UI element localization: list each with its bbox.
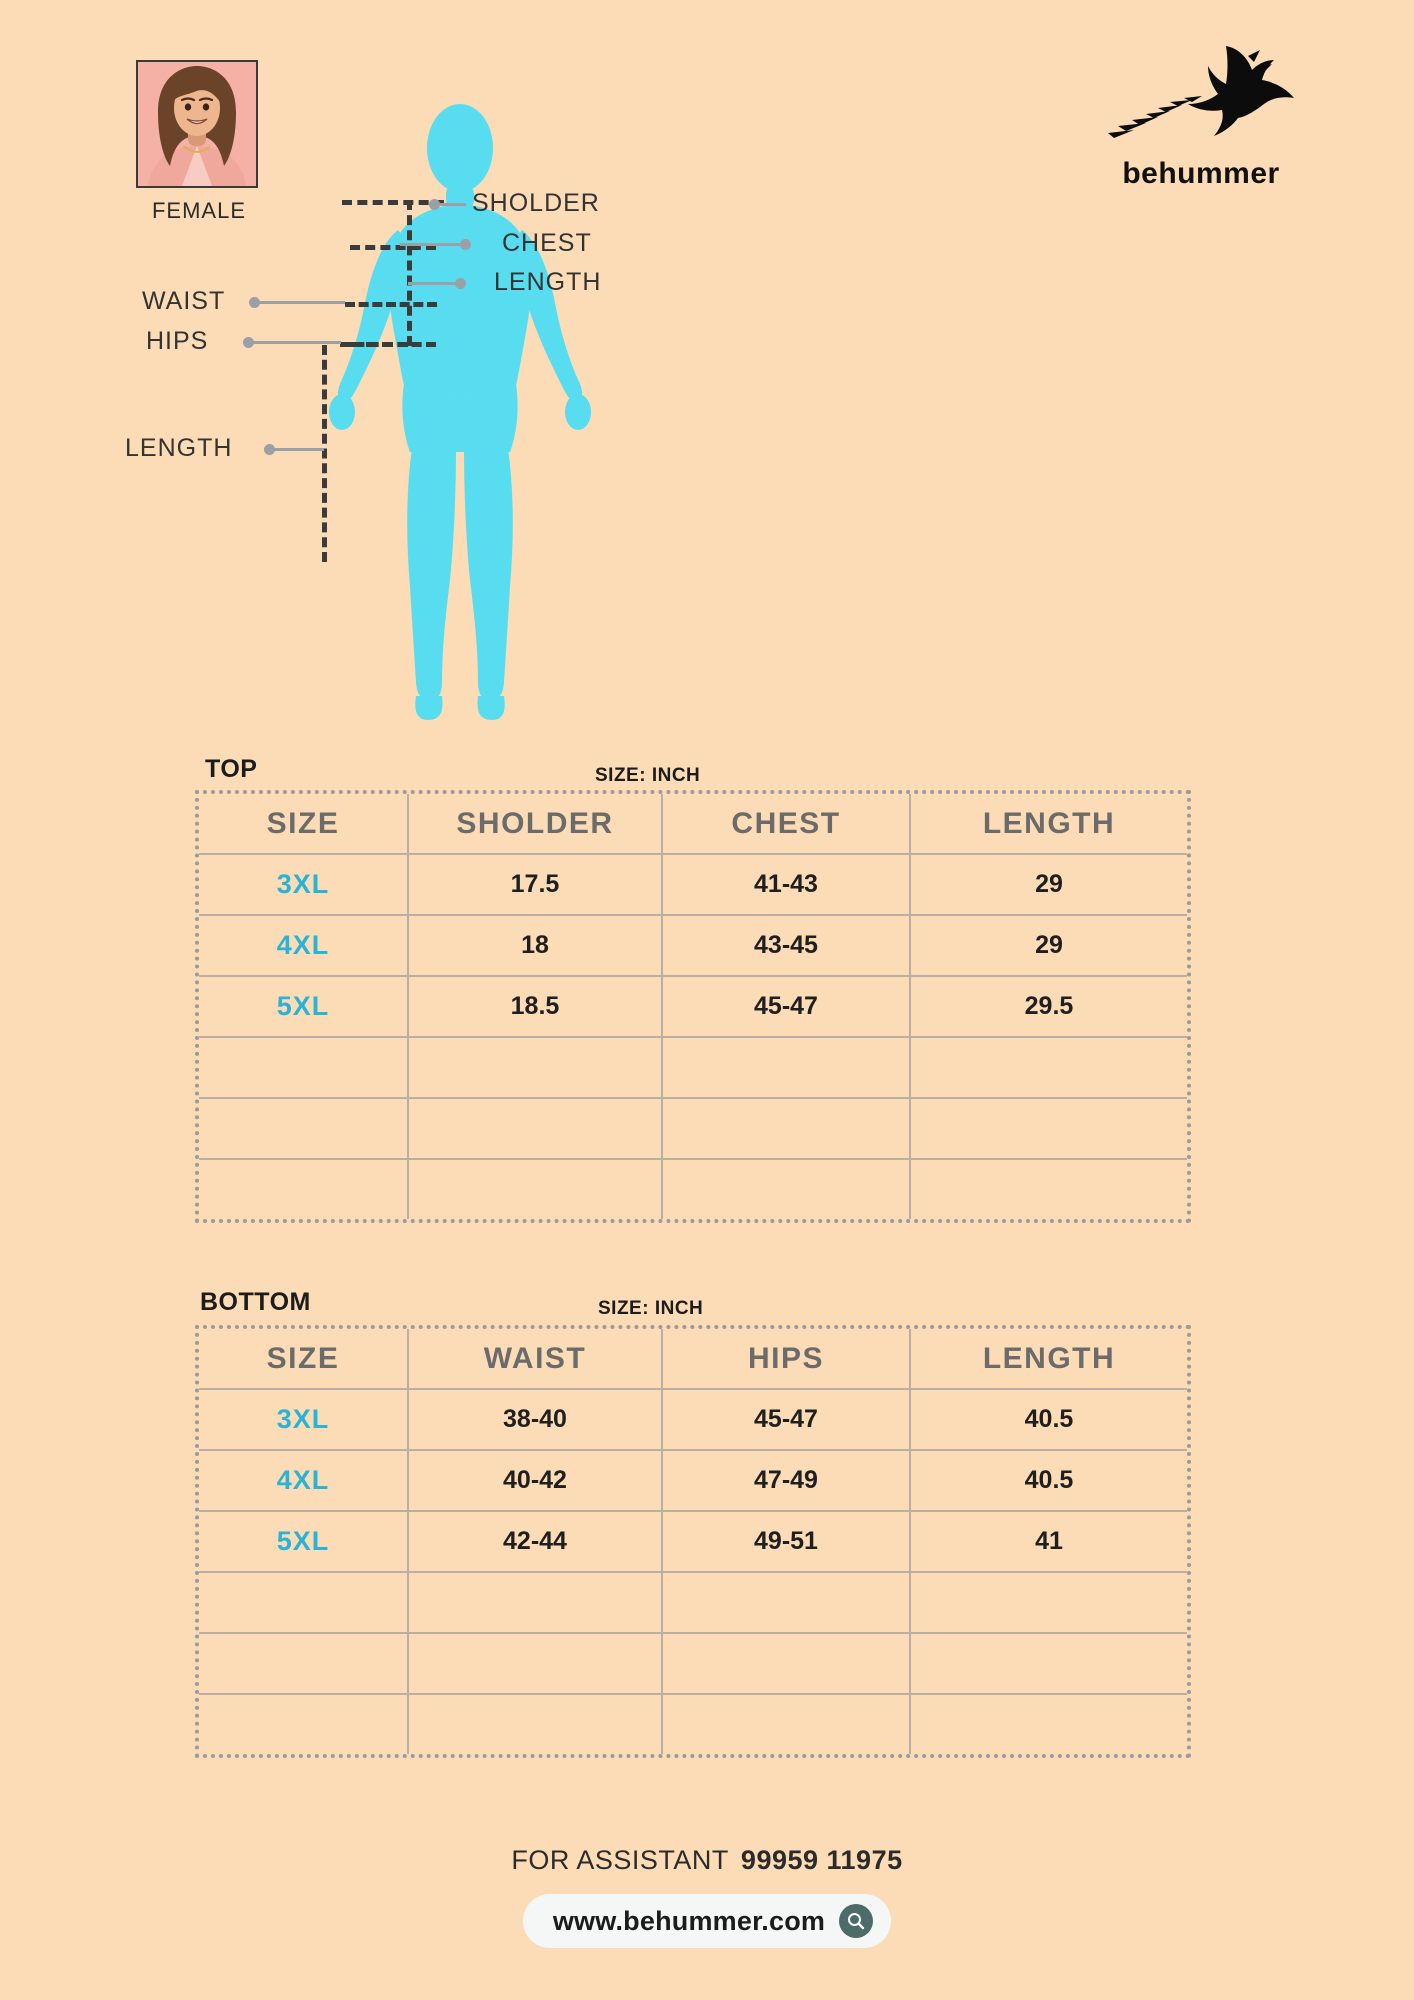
bottom-r5-hips	[662, 1694, 910, 1754]
bottom-r4-waist	[408, 1633, 662, 1694]
hips-measure-mark	[340, 342, 436, 347]
bottom-r4-size	[199, 1633, 408, 1694]
top-r5-sholder	[408, 1159, 662, 1219]
callout-label-length-top: LENGTH	[494, 268, 602, 296]
bottom-r4-length	[910, 1633, 1187, 1694]
bottom-r5-size	[199, 1694, 408, 1754]
brand-block	[1086, 40, 1316, 191]
table-row	[199, 854, 1187, 915]
top-r4-size	[199, 1098, 408, 1159]
top-r4-chest	[662, 1098, 910, 1159]
assistance-phone[interactable]: 99959 11975	[740, 1845, 903, 1875]
length-top-callout-line	[408, 282, 458, 285]
top-r0-chest: 41-43	[662, 854, 910, 915]
bottom-r3-length	[910, 1572, 1187, 1633]
top-col-sholder: SHOLDER	[408, 794, 662, 854]
search-glyph	[846, 1911, 866, 1931]
table-header-row	[199, 1329, 1187, 1389]
bottom-r0-size: 3XL	[199, 1389, 408, 1450]
table-row	[199, 1511, 1187, 1572]
chest-callout-line	[400, 243, 462, 246]
callout-label-length-bottom: LENGTH	[125, 434, 233, 462]
top-r1-length: 29	[910, 915, 1187, 976]
bottom-r2-length: 41	[910, 1511, 1187, 1572]
table-row	[199, 1450, 1187, 1511]
table-row	[199, 1694, 1187, 1754]
bottom-r3-waist	[408, 1572, 662, 1633]
callout-label-hips: HIPS	[146, 327, 209, 355]
bottom-r0-hips: 45-47	[662, 1389, 910, 1450]
assistance-line	[0, 1845, 1414, 1876]
length-bottom-callout-line	[270, 448, 324, 451]
table-header-row	[199, 794, 1187, 854]
bottom-r1-length: 40.5	[910, 1450, 1187, 1511]
table-row	[199, 976, 1187, 1037]
bottom-size-table	[195, 1325, 1191, 1758]
bottom-r0-waist: 38-40	[408, 1389, 662, 1450]
bottom-r4-hips	[662, 1633, 910, 1694]
bottom-r5-waist	[408, 1694, 662, 1754]
bottom-r0-length: 40.5	[910, 1389, 1187, 1450]
top-r2-length: 29.5	[910, 976, 1187, 1037]
top-r3-chest	[662, 1037, 910, 1098]
top-size-table	[195, 790, 1191, 1223]
top-r2-chest: 45-47	[662, 976, 910, 1037]
shoulder-callout-line	[438, 203, 466, 206]
search-icon[interactable]	[839, 1904, 873, 1938]
top-r3-length	[910, 1037, 1187, 1098]
bottom-col-waist: WAIST	[408, 1329, 662, 1389]
bottom-r1-hips: 47-49	[662, 1450, 910, 1511]
top-r4-sholder	[408, 1098, 662, 1159]
top-section-title: TOP	[205, 755, 258, 783]
table-row	[199, 915, 1187, 976]
top-r3-size	[199, 1037, 408, 1098]
brand-name: behummer	[1122, 157, 1280, 190]
bottom-r1-waist: 40-42	[408, 1450, 662, 1511]
top-r5-size	[199, 1159, 408, 1219]
hummingbird-logo	[1106, 40, 1296, 148]
bottom-r2-hips: 49-51	[662, 1511, 910, 1572]
bottom-col-hips: HIPS	[662, 1329, 910, 1389]
top-r4-length	[910, 1098, 1187, 1159]
top-r1-size: 4XL	[199, 915, 408, 976]
bottom-r2-size: 5XL	[199, 1511, 408, 1572]
table-row	[199, 1098, 1187, 1159]
top-r2-sholder: 18.5	[408, 976, 662, 1037]
table-row	[199, 1037, 1187, 1098]
top-col-length: LENGTH	[910, 794, 1187, 854]
callout-label-waist: WAIST	[142, 287, 226, 315]
top-r2-size: 5XL	[199, 976, 408, 1037]
waist-measure-mark	[345, 302, 437, 307]
website-link[interactable]	[523, 1894, 891, 1948]
bottom-col-size: SIZE	[199, 1329, 408, 1389]
top-section-unit: SIZE: INCH	[595, 765, 701, 786]
bottom-r3-size	[199, 1572, 408, 1633]
bottom-length-measure-mark	[322, 345, 327, 562]
hips-callout-line	[249, 341, 341, 344]
bottom-r5-length	[910, 1694, 1187, 1754]
top-r5-length	[910, 1159, 1187, 1219]
bottom-r1-size: 4XL	[199, 1450, 408, 1511]
website-url-text: www.behummer.com	[552, 1905, 826, 1936]
callout-label-sholder: SHOLDER	[472, 189, 600, 217]
bottom-r3-hips	[662, 1572, 910, 1633]
top-r1-chest: 43-45	[662, 915, 910, 976]
top-r1-sholder: 18	[408, 915, 662, 976]
measurement-diagram	[125, 60, 810, 720]
callout-label-chest: CHEST	[502, 229, 592, 257]
table-row	[199, 1389, 1187, 1450]
waist-callout-line	[255, 301, 345, 304]
assistance-label: FOR ASSISTANT	[511, 1845, 729, 1875]
top-col-size: SIZE	[199, 794, 408, 854]
footer	[0, 1845, 1414, 1948]
bottom-r2-waist: 42-44	[408, 1511, 662, 1572]
top-col-chest: CHEST	[662, 794, 910, 854]
table-row	[199, 1572, 1187, 1633]
top-length-measure-mark	[407, 200, 412, 346]
top-r0-size: 3XL	[199, 854, 408, 915]
bottom-section-title: BOTTOM	[200, 1288, 311, 1316]
avatar-label: FEMALE	[151, 198, 247, 223]
table-row	[199, 1633, 1187, 1694]
top-r0-sholder: 17.5	[408, 854, 662, 915]
table-row	[199, 1159, 1187, 1219]
bottom-col-length: LENGTH	[910, 1329, 1187, 1389]
top-r3-sholder	[408, 1037, 662, 1098]
top-r0-length: 29	[910, 854, 1187, 915]
top-r5-chest	[662, 1159, 910, 1219]
bottom-section-unit: SIZE: INCH	[598, 1298, 704, 1319]
